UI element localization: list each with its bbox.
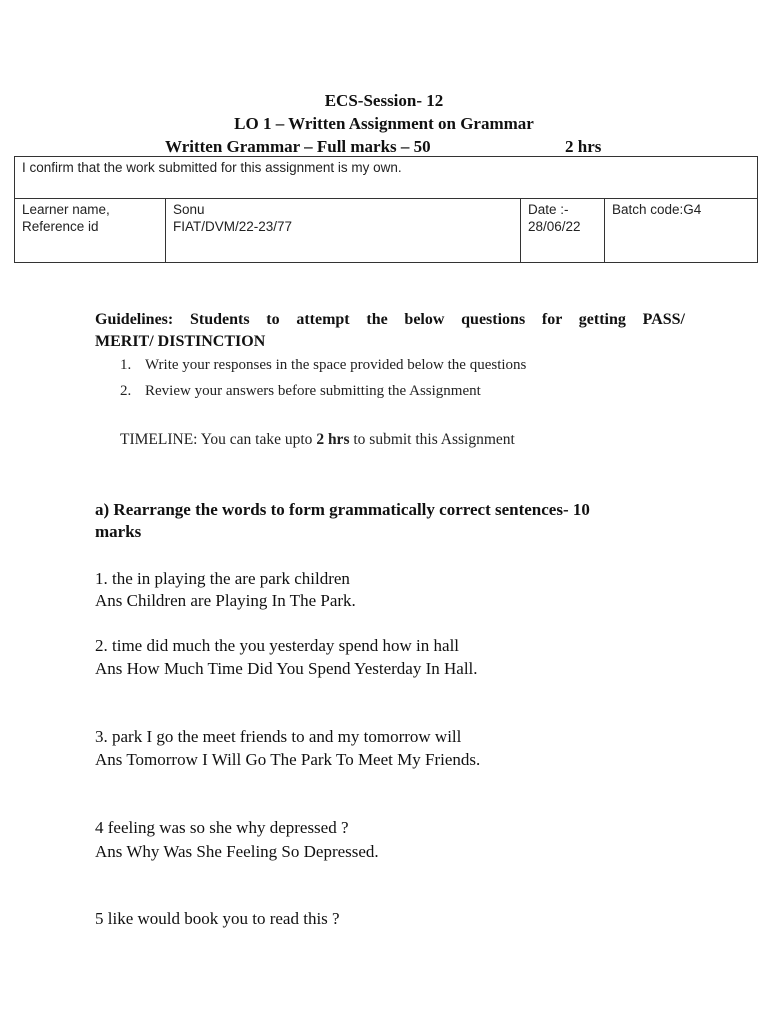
question-4: 4 feeling was so she why depressed ? bbox=[95, 818, 349, 837]
reference-id-value: FIAT/DVM/22-23/77 bbox=[173, 219, 293, 234]
learner-name-value: Sonu bbox=[173, 202, 205, 217]
timeline-text-end: to submit this Assignment bbox=[349, 431, 515, 448]
answer-2: Ans How Much Time Did You Spend Yesterday In Hall. bbox=[95, 659, 478, 678]
assignment-title: LO 1 – Written Assignment on Grammar bbox=[234, 114, 534, 133]
guideline-item-number: 1. bbox=[120, 357, 132, 373]
timeline-label: TIMELINE bbox=[120, 431, 194, 448]
date-label: Date :- bbox=[528, 202, 569, 217]
answer-4: Ans Why Was She Feeling So Depressed. bbox=[95, 842, 379, 861]
confirmation-statement: I confirm that the work submitted for this assignment is my own. bbox=[15, 157, 758, 199]
section-a-heading-line-2: marks bbox=[95, 522, 142, 541]
date-value: 28/06/22 bbox=[528, 219, 581, 234]
section-a-heading-line-1: a) Rearrange the words to form grammatically correct sentences- 10 bbox=[95, 500, 590, 519]
info-table bbox=[14, 156, 758, 263]
answer-3: Ans Tomorrow I Will Go The Park To Meet My Friends. bbox=[95, 750, 481, 769]
reference-id-label: Reference id bbox=[22, 219, 99, 234]
guideline-item-text: Review your answers before submitting the Assignment bbox=[145, 383, 481, 399]
question-3: 3. park I go the meet friends to and my tomorrow will bbox=[95, 727, 462, 746]
question-2: 2. time did much the you yesterday spend how in hall bbox=[95, 636, 460, 655]
guidelines-line-2: MERIT/ DISTINCTION bbox=[95, 333, 266, 350]
guideline-item-number: 2. bbox=[120, 383, 132, 399]
learner-name-label: Learner name, bbox=[22, 202, 110, 217]
batch-code-cell bbox=[605, 199, 758, 263]
timeline-note bbox=[120, 431, 515, 449]
learner-label-cell bbox=[15, 199, 166, 263]
guidelines-line-1: Guidelines: Students to attempt the below questions for getting PASS/ bbox=[95, 311, 685, 328]
session-title: ECS-Session- 12 bbox=[324, 91, 444, 110]
date-cell bbox=[521, 199, 605, 263]
full-marks-title: Written Grammar – Full marks – 50 bbox=[165, 137, 431, 156]
guideline-item-text: Write your responses in the space provided below the questions bbox=[145, 357, 527, 373]
timeline-duration: 2 hrs bbox=[316, 431, 350, 448]
learner-value-cell bbox=[166, 199, 521, 263]
batch-code: Batch code:G4 bbox=[612, 202, 702, 217]
answer-1: Ans Children are Playing In The Park. bbox=[95, 591, 356, 610]
question-5: 5 like would book you to read this ? bbox=[95, 909, 340, 928]
question-1: 1. the in playing the are park children bbox=[95, 569, 350, 588]
duration: 2 hrs bbox=[565, 137, 602, 156]
timeline-text: : You can take upto bbox=[193, 431, 317, 448]
